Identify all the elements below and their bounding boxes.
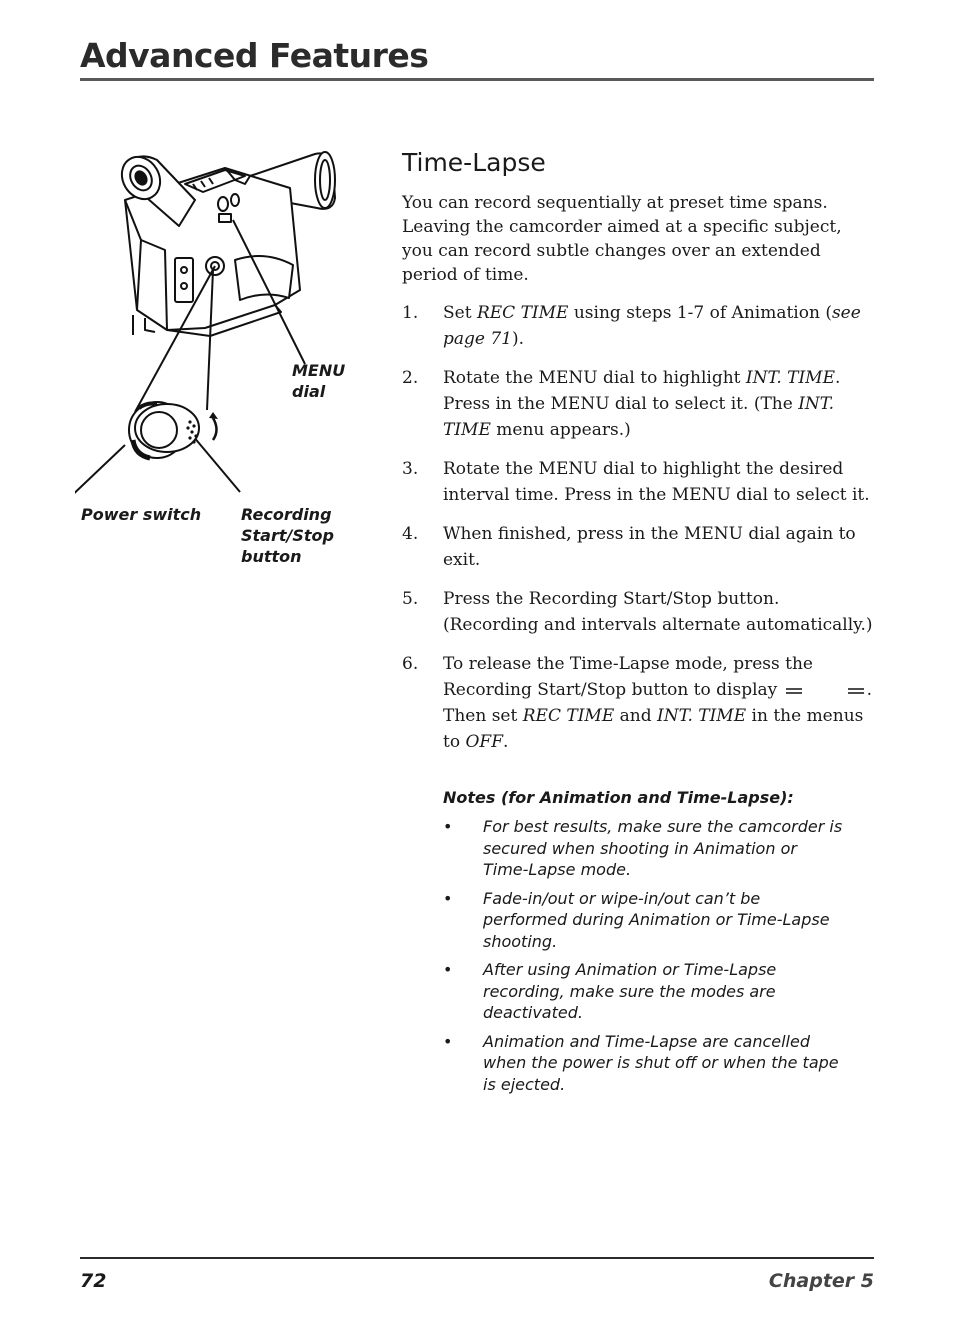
page-reference: see page 71	[443, 303, 861, 349]
step-number: 5.	[402, 589, 419, 609]
step-item	[402, 365, 874, 443]
step-item	[402, 521, 874, 573]
recording-button-label	[241, 504, 334, 567]
step-text: Set REC TIME using steps 1-7 of Animation (see page 71).	[443, 303, 861, 349]
bullet: •	[443, 817, 453, 836]
footer-rule	[80, 1257, 874, 1259]
step-number: 2.	[402, 368, 419, 388]
menu-dial-label	[292, 360, 345, 402]
note-item	[443, 959, 843, 1024]
step-text: Rotate the MENU dial to highlight INT. TIME. Press in the MENU dial to select it. (The INT. TIME menu appears.)	[443, 368, 841, 440]
step-item	[402, 300, 874, 352]
camcorder-figure	[75, 140, 375, 580]
bullet: •	[443, 1031, 453, 1051]
header-rule	[80, 78, 874, 81]
recording-label-line2: Start/Stop	[241, 526, 334, 545]
double-line-icon	[847, 687, 865, 695]
notes-title: Notes (for Animation and Time-Lapse):	[443, 788, 794, 807]
step-number: 3.	[402, 459, 419, 479]
menu-dial-label-line2: dial	[292, 382, 326, 401]
note-item	[443, 888, 843, 953]
chapter-label: Chapter 5	[768, 1270, 874, 1292]
note-text: After using Animation or Time-Lapse recording, make sure the modes are deactivated.	[483, 960, 777, 1022]
note-text: Fade-in/out or wipe-in/out can’t be performed during Animation or Time-Lapse shooting.	[483, 888, 830, 951]
bullet: •	[443, 888, 453, 908]
double-line-icon	[785, 687, 803, 695]
note-item	[443, 1031, 843, 1096]
recording-label-line3: button	[241, 547, 302, 566]
note-text: For best results, make sure the camcorder is secured when shooting in Animation or Time-Lapse mode.	[483, 817, 843, 879]
step-number: 6.	[402, 654, 419, 674]
step-item	[402, 586, 874, 638]
step-list	[402, 300, 874, 768]
step-item	[402, 456, 874, 508]
intro-paragraph: You can record sequentially at preset time spans. Leaving the camcorder aimed at a specific subject, you can record subtle changes over an extended period of time.	[402, 193, 842, 285]
power-switch-label: Power switch	[81, 505, 202, 524]
step-text: Rotate the MENU dial to highlight the desired interval time. Press in the MENU dial to select it.	[443, 459, 870, 505]
menu-term: INT. TIME	[657, 706, 747, 726]
menu-value: OFF	[465, 732, 504, 752]
menu-dial-label-line1: MENU	[292, 361, 346, 380]
menu-term: REC TIME	[476, 303, 569, 323]
page-number: 72	[80, 1270, 107, 1292]
step-text: Press the Recording Start/Stop button. (Recording and intervals alternate automatically.)	[443, 589, 873, 635]
step-text: To release the Time-Lapse mode, press the Recording Start/Stop button to display . Then set REC TIME and INT. TIME in the menus to OFF.	[443, 654, 873, 752]
section-title: Time-Lapse	[402, 148, 546, 177]
recording-label-line1: Recording	[241, 505, 332, 524]
page-header-title: Advanced Features	[80, 36, 429, 75]
step-item	[402, 651, 874, 755]
note-text: Animation and Time-Lapse are cancelled when the power is shut off or when the tape is ejected.	[483, 1031, 839, 1094]
bullet: •	[443, 960, 453, 979]
notes-list	[443, 816, 843, 1102]
note-item	[443, 816, 843, 881]
step-number: 1.	[402, 303, 419, 323]
step-text: When finished, press in the MENU dial again to exit.	[443, 524, 856, 570]
step-number: 4.	[402, 524, 419, 544]
menu-term: INT. TIME	[443, 394, 835, 440]
menu-term: REC TIME	[522, 706, 615, 726]
menu-term: INT. TIME	[745, 368, 835, 388]
